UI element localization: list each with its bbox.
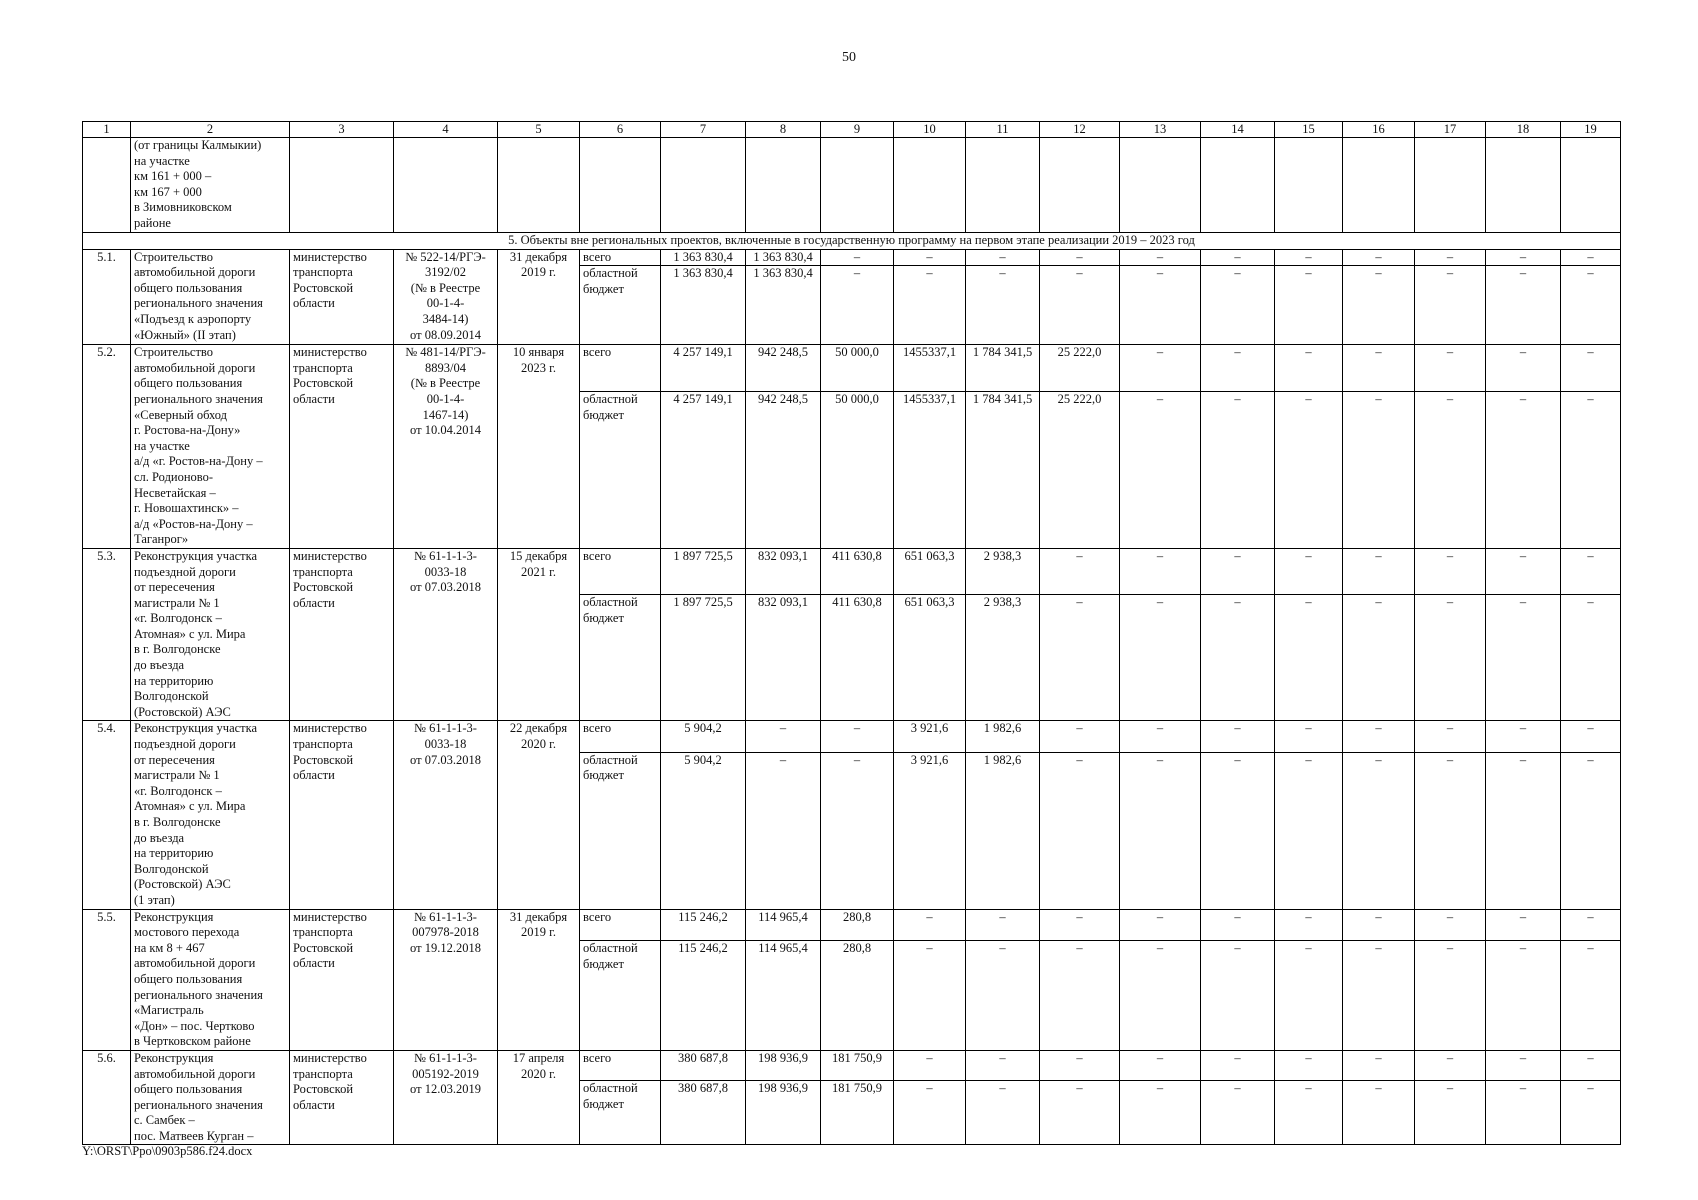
source-budget-cell: областной бюджет — [580, 940, 661, 1050]
value-cell: – — [966, 266, 1040, 345]
source-budget-cell: областной бюджет — [580, 752, 661, 909]
value-cell: – — [894, 1050, 966, 1081]
value-cell: – — [1486, 721, 1561, 752]
value-cell: – — [1343, 266, 1415, 345]
value-cell: – — [1415, 940, 1486, 1050]
table-body — [83, 122, 1621, 1145]
empty-cell — [1343, 138, 1415, 233]
value-cell: 832 093,1 — [746, 595, 821, 721]
value-cell: – — [1120, 1081, 1201, 1145]
source-total-cell: всего — [580, 345, 661, 392]
value-cell: – — [1275, 345, 1343, 392]
value-cell: 1 982,6 — [966, 721, 1040, 752]
value-cell: – — [1040, 909, 1120, 940]
source-total-cell: всего — [580, 721, 661, 752]
row-number: 5.4. — [83, 721, 131, 909]
row-number: 5.2. — [83, 345, 131, 549]
value-cell: – — [1201, 1050, 1275, 1081]
value-cell: – — [1201, 909, 1275, 940]
row-number: 5.6. — [83, 1050, 131, 1145]
value-cell: 1 363 830,4 — [661, 249, 746, 266]
value-cell: 115 246,2 — [661, 909, 746, 940]
value-cell: – — [1486, 391, 1561, 548]
date-cell: 15 декабря 2021 г. — [498, 548, 580, 721]
value-cell: – — [1343, 721, 1415, 752]
value-cell: – — [1343, 345, 1415, 392]
value-cell: – — [1120, 909, 1201, 940]
column-number: 8 — [746, 122, 821, 138]
date-cell: 17 апреля 2020 г. — [498, 1050, 580, 1145]
value-cell: 1 784 341,5 — [966, 391, 1040, 548]
value-cell: – — [1120, 548, 1201, 595]
date-cell: 10 января 2023 г. — [498, 345, 580, 549]
column-number: 12 — [1040, 122, 1120, 138]
column-number: 2 — [131, 122, 290, 138]
value-cell: – — [1040, 721, 1120, 752]
value-cell: – — [1120, 721, 1201, 752]
object-name-cell: (от границы Калмыкии) на участке км 161 + 000 – км 167 + 000 в Зимовниковском районе — [131, 138, 290, 233]
column-number: 11 — [966, 122, 1040, 138]
value-cell: – — [1415, 548, 1486, 595]
value-cell: – — [1040, 940, 1120, 1050]
value-cell: 832 093,1 — [746, 548, 821, 595]
object-name-cell: Реконструкция мостового перехода на км 8 + 467 автомобильной дороги общего пользования регионального значения «Магистраль «Дон» – пос. Чертково в Чертковском районе — [131, 909, 290, 1050]
empty-cell — [394, 138, 498, 233]
value-cell: – — [1343, 391, 1415, 548]
table-row — [83, 1050, 1621, 1081]
value-cell: – — [1120, 752, 1201, 909]
table-row — [83, 548, 1621, 595]
value-cell: – — [1201, 345, 1275, 392]
date-cell: 31 декабря 2019 г. — [498, 909, 580, 1050]
table-row — [83, 909, 1621, 940]
value-cell: – — [966, 940, 1040, 1050]
value-cell: – — [1120, 249, 1201, 266]
executor-cell: министерство транспорта Ростовской области — [290, 909, 394, 1050]
value-cell: – — [1415, 909, 1486, 940]
value-cell: – — [966, 1050, 1040, 1081]
document-cell: № 61-1-1-3- 005192-2019 от 12.03.2019 — [394, 1050, 498, 1145]
value-cell: – — [1561, 345, 1621, 392]
value-cell: – — [894, 940, 966, 1050]
value-cell: – — [1201, 266, 1275, 345]
column-number: 5 — [498, 122, 580, 138]
value-cell: 181 750,9 — [821, 1081, 894, 1145]
value-cell: – — [1415, 1081, 1486, 1145]
row-number: 5.3. — [83, 548, 131, 721]
source-budget-cell: областной бюджет — [580, 391, 661, 548]
value-cell: – — [1120, 595, 1201, 721]
empty-cell — [1040, 138, 1120, 233]
value-cell: 380 687,8 — [661, 1050, 746, 1081]
value-cell: 1 363 830,4 — [746, 266, 821, 345]
document-cell: № 522-14/РГЭ- 3192/02 (№ в Реестре 00-1-4- 3484-14) от 08.09.2014 — [394, 249, 498, 345]
table-row — [83, 345, 1621, 392]
value-cell: – — [1201, 391, 1275, 548]
source-budget-cell: областной бюджет — [580, 1081, 661, 1145]
object-name-cell: Реконструкция участка подъездной дороги от пересечения магистрали № 1 «г. Волгодонск – Атомная» с ул. Мира в г. Волгодонске до въезда на территорию Волгодонской (Ростовской) АЭС — [131, 548, 290, 721]
value-cell: – — [821, 266, 894, 345]
value-cell: – — [1275, 595, 1343, 721]
value-cell: – — [1275, 391, 1343, 548]
value-cell: – — [1343, 909, 1415, 940]
value-cell: 3 921,6 — [894, 721, 966, 752]
value-cell: – — [1415, 752, 1486, 909]
value-cell: – — [1561, 249, 1621, 266]
value-cell: 3 921,6 — [894, 752, 966, 909]
empty-cell — [83, 138, 131, 233]
value-cell: – — [1343, 1050, 1415, 1081]
source-budget-cell: областной бюджет — [580, 595, 661, 721]
value-cell: 942 248,5 — [746, 391, 821, 548]
value-cell: – — [1561, 1050, 1621, 1081]
value-cell: 198 936,9 — [746, 1081, 821, 1145]
value-cell: 411 630,8 — [821, 548, 894, 595]
value-cell: – — [1561, 909, 1621, 940]
source-budget-cell: областной бюджет — [580, 266, 661, 345]
value-cell: – — [1201, 249, 1275, 266]
source-total-cell: всего — [580, 909, 661, 940]
column-number: 4 — [394, 122, 498, 138]
empty-cell — [821, 138, 894, 233]
value-cell: – — [966, 1081, 1040, 1145]
column-number: 3 — [290, 122, 394, 138]
date-cell: 22 декабря 2020 г. — [498, 721, 580, 909]
value-cell: – — [1561, 940, 1621, 1050]
empty-cell — [498, 138, 580, 233]
value-cell: 380 687,8 — [661, 1081, 746, 1145]
value-cell: – — [1275, 909, 1343, 940]
value-cell: 50 000,0 — [821, 391, 894, 548]
value-cell: – — [1201, 595, 1275, 721]
value-cell: 114 965,4 — [746, 909, 821, 940]
document-cell: № 61-1-1-3- 007978-2018 от 19.12.2018 — [394, 909, 498, 1050]
value-cell: 1 897 725,5 — [661, 548, 746, 595]
value-cell: – — [1343, 548, 1415, 595]
empty-cell — [894, 138, 966, 233]
value-cell: – — [1343, 940, 1415, 1050]
column-number: 7 — [661, 122, 746, 138]
value-cell: 114 965,4 — [746, 940, 821, 1050]
value-cell: 181 750,9 — [821, 1050, 894, 1081]
value-cell: 942 248,5 — [746, 345, 821, 392]
section-header-row — [83, 233, 1621, 250]
value-cell: 2 938,3 — [966, 595, 1040, 721]
value-cell: – — [1343, 1081, 1415, 1145]
value-cell: – — [894, 1081, 966, 1145]
column-number: 16 — [1343, 122, 1415, 138]
value-cell: – — [1120, 391, 1201, 548]
value-cell: 280,8 — [821, 940, 894, 1050]
value-cell: – — [1275, 752, 1343, 909]
value-cell: – — [1561, 391, 1621, 548]
value-cell: – — [1561, 752, 1621, 909]
value-cell: – — [821, 721, 894, 752]
value-cell: – — [1201, 752, 1275, 909]
value-cell: – — [1040, 595, 1120, 721]
value-cell: – — [1415, 1050, 1486, 1081]
value-cell: – — [1561, 266, 1621, 345]
value-cell: – — [966, 909, 1040, 940]
empty-cell — [1120, 138, 1201, 233]
value-cell: – — [746, 721, 821, 752]
value-cell: – — [1343, 249, 1415, 266]
value-cell: 1 982,6 — [966, 752, 1040, 909]
value-cell: 1 363 830,4 — [746, 249, 821, 266]
empty-cell — [746, 138, 821, 233]
column-number: 9 — [821, 122, 894, 138]
column-number: 6 — [580, 122, 661, 138]
object-name-cell: Реконструкция участка подъездной дороги от пересечения магистрали № 1 «г. Волгодонск – Атомная» с ул. Мира в г. Волгодонске до въезда на территорию Волгодонской (Ростовской) АЭС (1 этап) — [131, 721, 290, 909]
value-cell: 1455337,1 — [894, 391, 966, 548]
row-number: 5.1. — [83, 249, 131, 345]
value-cell: – — [1486, 595, 1561, 721]
value-cell: 5 904,2 — [661, 752, 746, 909]
source-total-cell: всего — [580, 249, 661, 266]
value-cell: – — [1343, 595, 1415, 721]
value-cell: 1455337,1 — [894, 345, 966, 392]
value-cell: – — [1120, 940, 1201, 1050]
value-cell: 1 897 725,5 — [661, 595, 746, 721]
value-cell: – — [821, 249, 894, 266]
empty-cell — [1486, 138, 1561, 233]
empty-cell — [1201, 138, 1275, 233]
executor-cell: министерство транспорта Ростовской области — [290, 249, 394, 345]
value-cell: – — [1275, 1050, 1343, 1081]
document-cell: № 61-1-1-3- 0033-18 от 07.03.2018 — [394, 721, 498, 909]
value-cell: 411 630,8 — [821, 595, 894, 721]
executor-cell: министерство транспорта Ростовской области — [290, 1050, 394, 1145]
value-cell: – — [966, 249, 1040, 266]
document-cell: № 481-14/РГЭ- 8893/04 (№ в Реестре 00-1-4- 1467-14) от 10.04.2014 — [394, 345, 498, 549]
table-row — [83, 249, 1621, 266]
value-cell: – — [1201, 721, 1275, 752]
column-number: 13 — [1120, 122, 1201, 138]
row-number: 5.5. — [83, 909, 131, 1050]
column-number: 15 — [1275, 122, 1343, 138]
value-cell: – — [1486, 345, 1561, 392]
value-cell: – — [1120, 266, 1201, 345]
empty-cell — [1561, 138, 1621, 233]
value-cell: – — [1275, 548, 1343, 595]
empty-cell — [1275, 138, 1343, 233]
value-cell: – — [1343, 752, 1415, 909]
value-cell: – — [894, 266, 966, 345]
value-cell: – — [1486, 266, 1561, 345]
executor-cell: министерство транспорта Ростовской области — [290, 548, 394, 721]
executor-cell: министерство транспорта Ростовской области — [290, 345, 394, 549]
value-cell: – — [1201, 1081, 1275, 1145]
value-cell: 50 000,0 — [821, 345, 894, 392]
column-number: 10 — [894, 122, 966, 138]
column-number-row — [83, 122, 1621, 138]
footer-file-path: Y:\ORST\Ppo\0903p586.f24.docx — [82, 1144, 253, 1158]
value-cell: – — [1486, 548, 1561, 595]
executor-cell: министерство транспорта Ростовской области — [290, 721, 394, 909]
value-cell: – — [1486, 249, 1561, 266]
value-cell: – — [1201, 940, 1275, 1050]
value-cell: – — [1486, 909, 1561, 940]
value-cell: 115 246,2 — [661, 940, 746, 1050]
value-cell: – — [1275, 1081, 1343, 1145]
empty-cell — [661, 138, 746, 233]
value-cell: – — [1040, 548, 1120, 595]
value-cell: 2 938,3 — [966, 548, 1040, 595]
column-number: 17 — [1415, 122, 1486, 138]
value-cell: – — [1486, 752, 1561, 909]
value-cell: – — [1275, 266, 1343, 345]
value-cell: – — [1486, 940, 1561, 1050]
value-cell: – — [1561, 721, 1621, 752]
empty-cell — [580, 138, 661, 233]
empty-cell — [290, 138, 394, 233]
value-cell: – — [1040, 1050, 1120, 1081]
value-cell: – — [1415, 345, 1486, 392]
value-cell: – — [1275, 249, 1343, 266]
date-cell: 31 декабря 2019 г. — [498, 249, 580, 345]
column-number: 18 — [1486, 122, 1561, 138]
value-cell: – — [894, 249, 966, 266]
value-cell: – — [1275, 940, 1343, 1050]
value-cell: 5 904,2 — [661, 721, 746, 752]
value-cell: 280,8 — [821, 909, 894, 940]
value-cell: – — [1275, 721, 1343, 752]
source-total-cell: всего — [580, 1050, 661, 1081]
value-cell: 25 222,0 — [1040, 345, 1120, 392]
empty-cell — [966, 138, 1040, 233]
value-cell: – — [746, 752, 821, 909]
value-cell: – — [1561, 595, 1621, 721]
object-name-cell: Строительство автомобильной дороги общего пользования регионального значения «Подъезд к аэропорту «Южный» (II этап) — [131, 249, 290, 345]
value-cell: – — [1040, 266, 1120, 345]
value-cell: – — [1486, 1050, 1561, 1081]
value-cell: – — [1561, 548, 1621, 595]
value-cell: 25 222,0 — [1040, 391, 1120, 548]
value-cell: 1 363 830,4 — [661, 266, 746, 345]
value-cell: – — [1415, 595, 1486, 721]
object-name-cell: Реконструкция автомобильной дороги общего пользования регионального значения с. Самбек – пос. Матвеев Курган – — [131, 1050, 290, 1145]
value-cell: 1 784 341,5 — [966, 345, 1040, 392]
column-number: 14 — [1201, 122, 1275, 138]
value-cell: 4 257 149,1 — [661, 391, 746, 548]
value-cell: – — [1040, 249, 1120, 266]
value-cell: – — [1415, 721, 1486, 752]
section-header: 5. Объекты вне региональных проектов, включенные в государственную программу на первом этапе реализации 2019 – 2023 год — [83, 233, 1621, 250]
column-number: 19 — [1561, 122, 1621, 138]
object-name-cell: Строительство автомобильной дороги общего пользования регионального значения «Северный обход г. Ростова-на-Дону» на участке а/д «г. Ростов-на-Дону – сл. Родионово- Несветайская – г. Новошахтинск» – а/д «Ростов-на-Дону – Таганрог» — [131, 345, 290, 549]
empty-cell — [1415, 138, 1486, 233]
value-cell: – — [894, 909, 966, 940]
table-row — [83, 721, 1621, 752]
value-cell: 4 257 149,1 — [661, 345, 746, 392]
value-cell: – — [1040, 752, 1120, 909]
value-cell: – — [1486, 1081, 1561, 1145]
value-cell: – — [1120, 1050, 1201, 1081]
value-cell: – — [1415, 391, 1486, 548]
page-number: 50 — [842, 50, 856, 65]
continuation-row — [83, 138, 1621, 233]
value-cell: – — [1120, 345, 1201, 392]
value-cell: 651 063,3 — [894, 548, 966, 595]
column-number: 1 — [83, 122, 131, 138]
source-total-cell: всего — [580, 548, 661, 595]
value-cell: – — [1201, 548, 1275, 595]
value-cell: 651 063,3 — [894, 595, 966, 721]
value-cell: – — [1561, 1081, 1621, 1145]
value-cell: 198 936,9 — [746, 1050, 821, 1081]
value-cell: – — [1040, 1081, 1120, 1145]
value-cell: – — [1415, 266, 1486, 345]
document-cell: № 61-1-1-3- 0033-18 от 07.03.2018 — [394, 548, 498, 721]
value-cell: – — [1415, 249, 1486, 266]
value-cell: – — [821, 752, 894, 909]
program-objects-table — [82, 121, 1621, 1145]
